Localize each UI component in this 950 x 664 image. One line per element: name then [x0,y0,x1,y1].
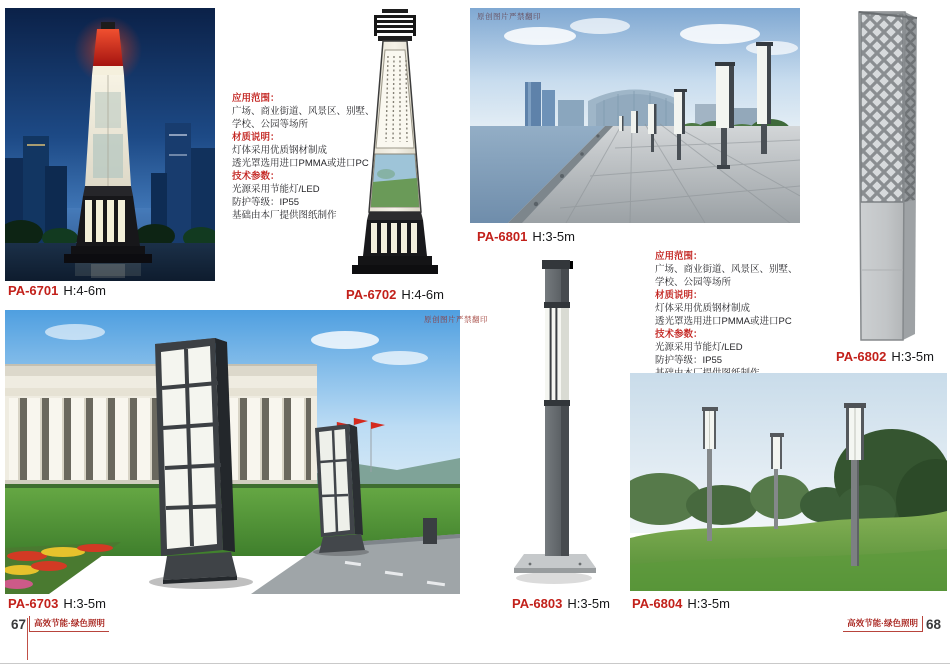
spec-line: 防护等级：IP55 [655,355,723,366]
crop-mark-vertical [27,618,28,660]
product-code: PA-6701 [8,283,59,298]
product-code: PA-6702 [346,287,397,302]
copyright-watermark-left: 原创图片严禁翻印 [424,315,488,324]
lamp-pa-6803 [514,260,596,584]
spec-line: 学校、公园等场所 [655,277,732,288]
spec-heading-application: 应用范围： [655,251,703,262]
spec-line: 灯体采用优质钢材制成 [655,303,751,314]
product-code: PA-6703 [8,596,59,611]
lamp-pa-6802 [859,12,917,340]
flower-bed [5,542,121,594]
product-code: PA-6803 [512,596,563,611]
spec-block-right [655,250,833,380]
product-code: PA-6802 [836,349,887,364]
spec-line: 广场、商业街道、风景区、别墅、 [655,264,798,275]
spec-line: 光源采用节能灯/LED [232,184,320,195]
footer-left [8,615,109,632]
footer-slogan-left: 高效节能·绿色照明 [30,618,109,632]
product-label-pa-6804 [632,596,730,611]
product-height: H:3-5m [891,349,934,364]
photo-pa-6804 [630,373,947,591]
spec-heading-material: 材质说明： [655,290,703,301]
photo-pa-6703 [5,310,460,594]
spec-heading-application: 应用范围： [232,93,280,104]
product-code: PA-6804 [632,596,683,611]
copyright-watermark-right: 原创图片严禁翻印 [477,12,541,21]
footer-slogan-right: 高效节能·绿色照明 [843,618,922,632]
page-number-right: 68 [925,617,941,632]
render-pa-6803 [500,252,610,596]
spec-block-left [232,92,410,222]
product-code: PA-6801 [477,229,528,244]
product-label-pa-6801 [477,229,575,244]
spec-line: 灯体采用优质钢材制成 [232,145,328,156]
spec-line: 广场、商业街道、风景区、别墅、 [232,106,375,117]
product-label-pa-6702 [330,287,460,302]
product-height: H:3-5m [63,596,106,611]
photo-pa-6701 [5,8,215,281]
product-height: H:4-6m [401,287,444,302]
footer-right [843,615,944,632]
spec-heading-material: 材质说明： [232,132,280,143]
spec-line: 透光罩选用进口PMMA或进口PC [655,316,792,327]
product-label-pa-6701 [8,283,106,298]
spec-line: 基础由本厂提供图纸制作 [232,210,337,221]
product-label-pa-6802 [836,349,934,364]
spec-line: 防护等级：IP55 [232,197,300,208]
product-height: H:3-5m [687,596,730,611]
product-height: H:3-5m [567,596,610,611]
spec-line: 光源采用节能灯/LED [655,342,743,353]
product-height: H:3-5m [532,229,575,244]
product-height: H:4-6m [63,283,106,298]
spec-heading-technical: 技术参数： [655,329,703,340]
product-label-pa-6703 [8,596,106,611]
spec-line: 透光罩选用进口PMMA或进口PC [232,158,369,169]
spec-line: 学校、公园等场所 [232,119,309,130]
spec-heading-technical: 技术参数： [232,171,280,182]
page-number-left: 67 [11,617,27,632]
render-pa-6802 [828,4,946,348]
photo-pa-6801 [470,8,800,223]
product-label-pa-6803 [512,596,610,611]
